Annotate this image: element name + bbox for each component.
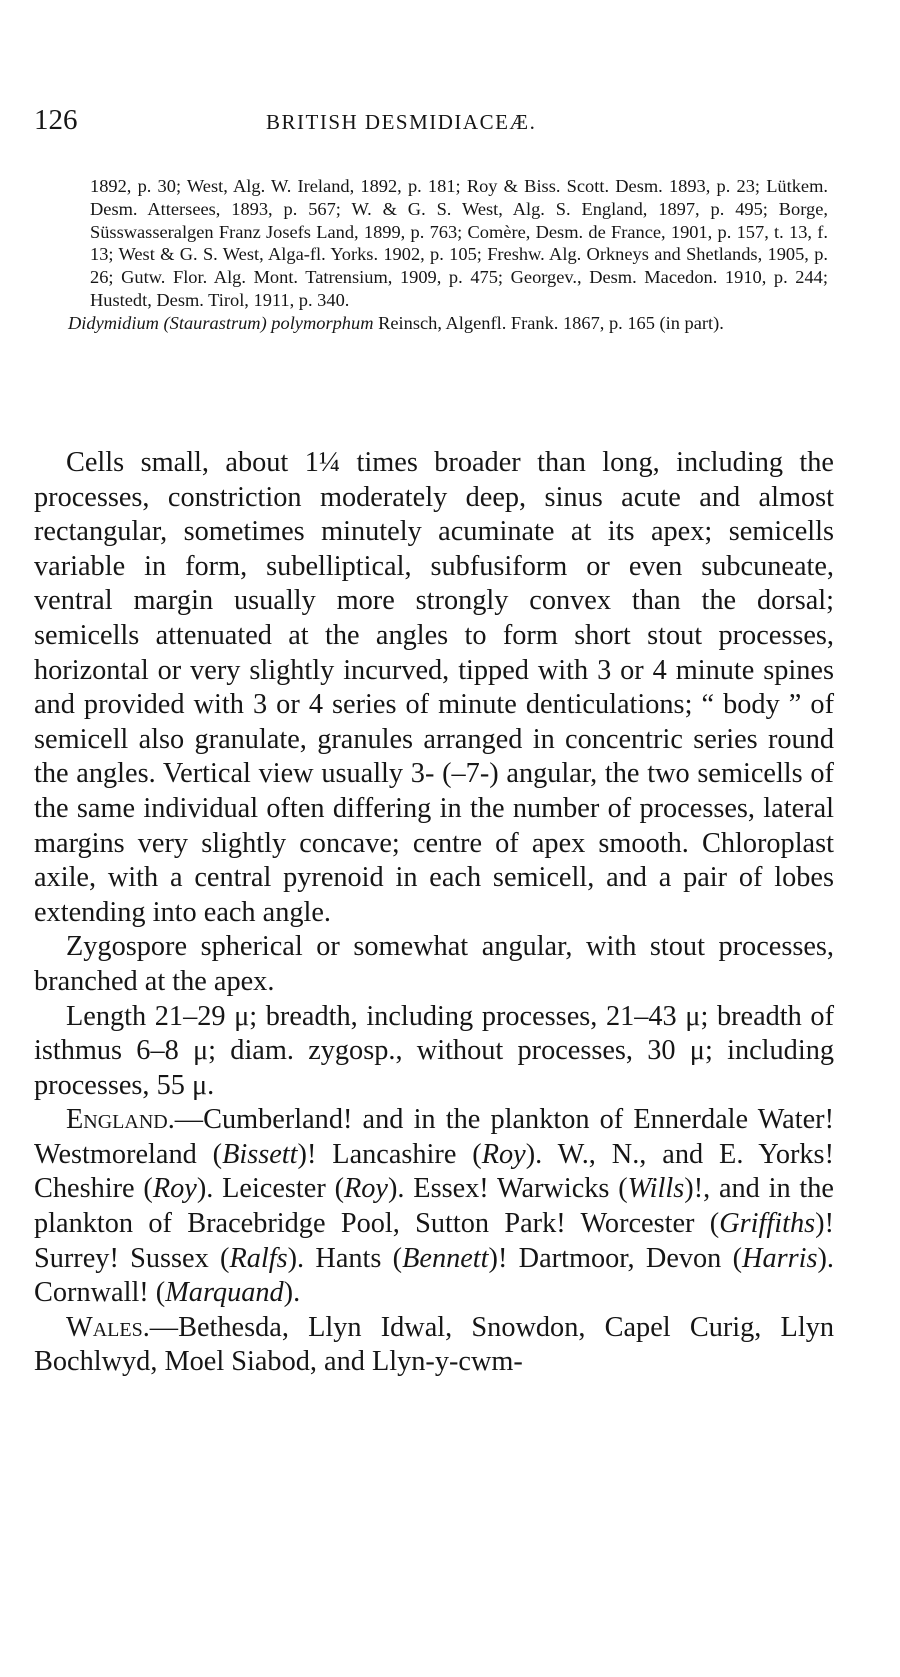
collector-name: Roy [152,1173,197,1205]
synonym-name: Didymidium (Staurastrum) polymorphum [68,312,374,333]
synonym-reference [68,312,828,335]
collector-name: Roy [344,1173,388,1205]
england-text: ). Leicester ( [196,1173,344,1205]
england-label: England. [66,1104,175,1136]
collector-name: Griffiths [719,1208,816,1240]
england-text: ). W., N., and E. Yorks! Cheshire ( [34,1138,834,1205]
wales-distribution [34,1311,834,1380]
england-text: ). Cornwall! ( [34,1242,834,1309]
wales-label: Wales. [66,1311,150,1343]
collector-name: Harris [742,1242,818,1274]
collector-name: Wills [627,1173,685,1205]
running-head: BRITISH DESMIDIACEÆ. [266,110,537,134]
collector-name: Bissett [222,1138,298,1170]
england-text: ). Hants ( [287,1242,403,1274]
england-text: )! Dartmoor, Devon ( [488,1242,743,1274]
species-description [34,446,834,1380]
england-text: )!, and in the plankton of Bracebridge Pool, Sutton Park! Worcester ( [34,1173,834,1240]
collector-name: Ralfs [229,1242,288,1274]
wales-text: —Bethesda, Llyn Idwal, Snowdon, Capel Curig, Llyn Bochlwyd, Moel Siabod, and Llyn-y-cwm- [34,1311,834,1378]
england-text: —Cumberland! and in the plankton of Ennerdale Water! Westmoreland ( [34,1104,834,1170]
measurements-paragraph: Length 21–29 μ; breadth, including processes, 21–43 μ; breadth of isthmus 6–8 μ; diam. zygosp., without processes, 30 μ; including processes, 55 μ. [34,1000,834,1101]
page-number: 126 [34,104,78,136]
reference-list: 1892, p. 30; West, Alg. W. Ireland, 1892, p. 181; Roy & Biss. Scott. Desm. 1893, p. 23; Lütkem. Desm. Attersees, 1893, p. 567; W. & G. S. West, Alg. S. England, 1897, p. 495; Borge, Süsswasseralgen Franz Josefs Land, 1899, p. 763; Comère, Desm. de France, 1901, p. 157, t. 13, f. 13; West & G. S. West, Alga-fl. Yorks. 1902, p. 105; Freshw. Alg. Orkneys and Shetlands, 1905, p. 26; Gutw. Flor. Alg. Mont. Tatrensium, 1909, p. 475; Georgev., Desm. Macedon. 1910, p. 244; Hustedt, Desm. Tirol, 1911, p. 340. [90,176,828,310]
page-header [34,104,834,144]
collector-name: Bennett [402,1242,489,1274]
england-text: )! Surrey! Sussex ( [34,1208,834,1274]
collector-name: Roy [481,1138,526,1170]
england-text: ). Essex! Warwicks ( [388,1173,628,1205]
synonym-citation: Reinsch, Algenfl. Frank. 1867, p. 165 (in part). [373,312,724,333]
england-text: )! Lancashire ( [297,1138,482,1170]
description-paragraph: Cells small, about 1¼ times broader than long, including the processes, constriction moderately deep, sinus acute and almost rectangular, sometimes minutely acuminate at its apex; semicells variable in form, subelliptical, subfusiform or even subcuneate, ventral margin usually more strongly convex than the dorsal; semicells attenuated at the angles to form short stout processes, horizontal or very slightly incurved, tipped with 3 or 4 minute spines and provided with 3 or 4 series of minute denticulations; “ body ” of semicell also granulate, granules arranged in concentric series round the angles. Vertical view usually 3- (–7-) angular, the two semicells of the same individual often differing in the number of processes, lateral margins very slightly concave; centre of apex smooth. Chloroplast axile, with a central pyrenoid in each semicell, and a pair of lobes extending into each angle. [34,447,834,928]
collector-name: Marquand [165,1277,284,1309]
references-block [68,175,828,335]
england-text: ). [283,1277,301,1309]
england-distribution [34,1103,834,1311]
zygospore-paragraph: Zygospore spherical or somewhat angular, with stout processes, branched at the apex. [34,931,834,997]
